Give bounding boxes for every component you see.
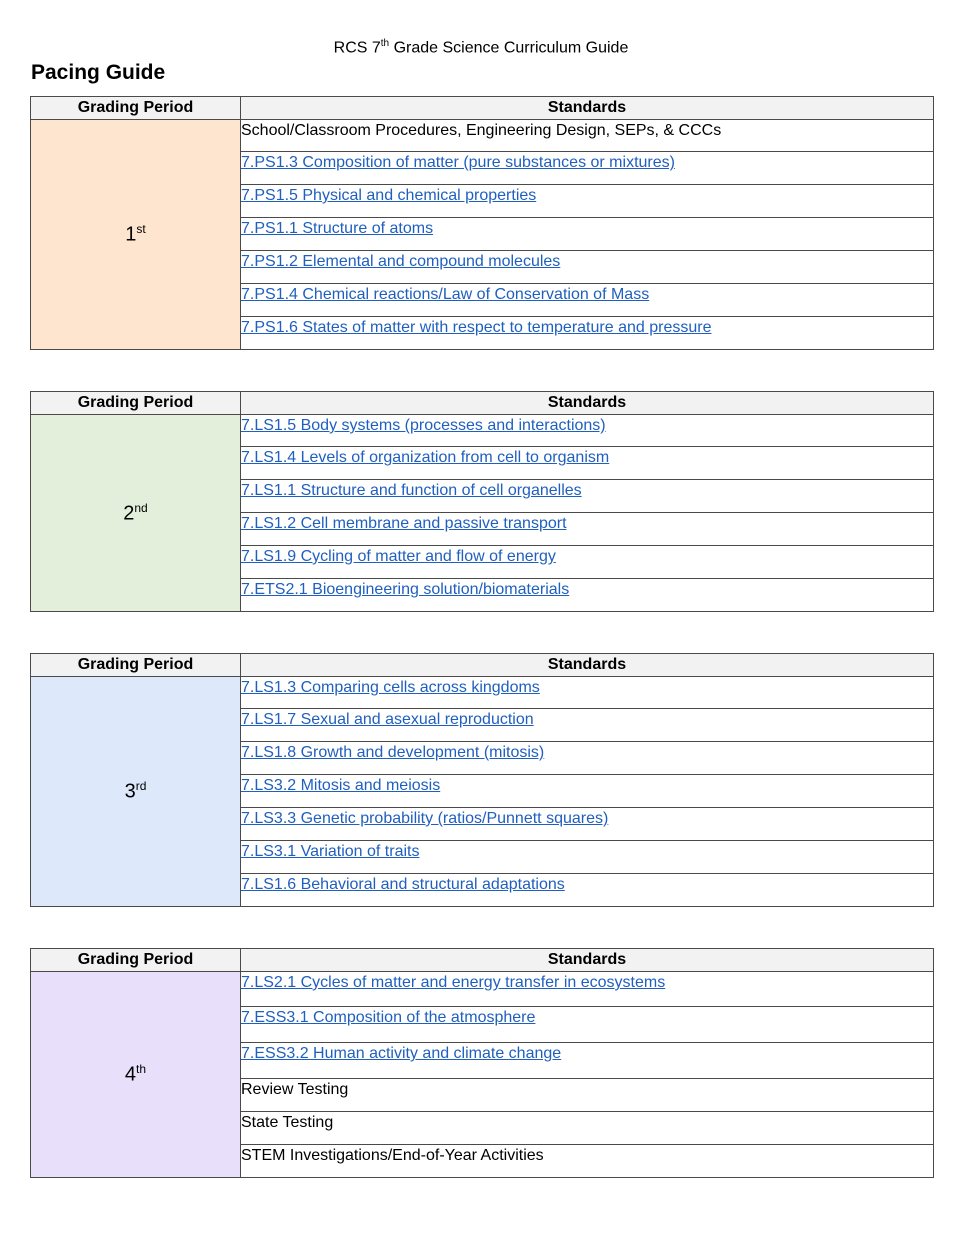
grading-period-header: Grading Period xyxy=(31,97,241,120)
standard-link[interactable]: 7.LS1.4 Levels of organization from cell to organism xyxy=(241,449,610,466)
standard-cell xyxy=(241,742,934,775)
standard-cell xyxy=(241,480,934,513)
grading-period-header: Grading Period xyxy=(31,392,241,415)
standard-cell xyxy=(241,415,934,447)
standard-cell xyxy=(241,1007,934,1043)
standard-cell xyxy=(241,1043,934,1079)
period-number: 1 xyxy=(125,223,137,246)
standard-row xyxy=(31,677,934,709)
standard-cell xyxy=(241,546,934,579)
standard-cell xyxy=(241,152,934,185)
standard-text: School/Classroom Procedures, Engineering Design, SEPs, & CCCs xyxy=(241,122,722,139)
standard-row xyxy=(31,972,934,1007)
standard-cell xyxy=(241,251,934,284)
period-ordinal-suffix: st xyxy=(136,222,146,237)
standard-link[interactable]: 7.LS3.1 Variation of traits xyxy=(241,843,420,860)
standard-cell xyxy=(241,185,934,218)
standard-cell xyxy=(241,447,934,480)
standard-link[interactable]: 7.LS1.9 Cycling of matter and flow of energy xyxy=(241,548,556,565)
standard-cell xyxy=(241,579,934,612)
standard-cell xyxy=(241,1079,934,1112)
standard-link[interactable]: 7.LS3.2 Mitosis and meiosis xyxy=(241,777,441,794)
standard-link[interactable]: 7.LS1.6 Behavioral and structural adaptations xyxy=(241,876,565,893)
standard-row xyxy=(31,415,934,447)
standard-cell xyxy=(241,120,934,152)
grading-period-header: Grading Period xyxy=(31,654,241,677)
standard-link[interactable]: 7.LS1.3 Comparing cells across kingdoms xyxy=(241,679,540,696)
period-ordinal-suffix: nd xyxy=(134,500,148,515)
standard-link[interactable]: 7.PS1.1 Structure of atoms xyxy=(241,220,434,237)
standard-link[interactable]: 7.ESS3.1 Composition of the atmosphere xyxy=(241,1009,536,1026)
pacing-table-1 xyxy=(30,96,934,350)
page-title: Pacing Guide xyxy=(31,61,166,84)
standard-cell xyxy=(241,513,934,546)
standard-cell xyxy=(241,1145,934,1178)
grading-period-header: Grading Period xyxy=(31,949,241,972)
standard-link[interactable]: 7.LS1.2 Cell membrane and passive transport xyxy=(241,515,567,532)
standards-header: Standards xyxy=(241,392,934,415)
standard-link[interactable]: 7.PS1.2 Elemental and compound molecules xyxy=(241,253,561,270)
standard-link[interactable]: 7.LS1.8 Growth and development (mitosis) xyxy=(241,744,545,761)
standard-cell xyxy=(241,1112,934,1145)
standards-header: Standards xyxy=(241,654,934,677)
period-number: 2 xyxy=(123,502,135,525)
standard-text: STEM Investigations/End-of-Year Activities xyxy=(241,1147,544,1164)
standard-link[interactable]: 7.LS1.5 Body systems (processes and interactions) xyxy=(241,417,606,434)
standard-cell xyxy=(241,284,934,317)
standard-link[interactable]: 7.PS1.6 States of matter with respect to temperature and pressure xyxy=(241,319,712,336)
standard-link[interactable]: 7.PS1.4 Chemical reactions/Law of Conservation of Mass xyxy=(241,286,650,303)
standards-header: Standards xyxy=(241,97,934,120)
standard-cell xyxy=(241,218,934,251)
standard-cell xyxy=(241,972,934,1007)
period-number: 4 xyxy=(124,1063,137,1086)
pacing-table-3 xyxy=(30,653,934,907)
grading-period-cell xyxy=(31,677,241,907)
standard-link[interactable]: 7.LS1.1 Structure and function of cell organelles xyxy=(241,482,582,499)
standard-cell xyxy=(241,808,934,841)
standard-cell xyxy=(241,775,934,808)
standard-cell xyxy=(241,317,934,350)
pacing-table-4 xyxy=(30,948,934,1178)
standard-text: State Testing xyxy=(241,1114,334,1131)
standard-cell xyxy=(241,677,934,709)
period-ordinal-suffix: rd xyxy=(135,779,147,794)
standard-link[interactable]: 7.ESS3.2 Human activity and climate change xyxy=(241,1045,562,1062)
standards-header: Standards xyxy=(241,949,934,972)
standard-row xyxy=(31,120,934,152)
standard-link[interactable]: 7.PS1.5 Physical and chemical properties xyxy=(241,187,537,204)
standard-link[interactable]: 7.PS1.3 Composition of matter (pure substances or mixtures) xyxy=(241,154,675,171)
period-number: 3 xyxy=(124,780,136,803)
standard-link[interactable]: 7.ETS2.1 Bioengineering solution/biomaterials xyxy=(241,581,570,598)
grading-period-cell xyxy=(31,120,241,350)
standard-cell xyxy=(241,841,934,874)
standard-cell xyxy=(241,709,934,742)
grading-period-cell xyxy=(31,415,241,612)
grading-period-cell xyxy=(31,972,241,1178)
pacing-table-2 xyxy=(30,391,934,612)
document-header: RCS 7th Grade Science Curriculum Guide xyxy=(333,38,629,57)
standard-cell xyxy=(241,874,934,907)
standard-link[interactable]: 7.LS1.7 Sexual and asexual reproduction xyxy=(241,711,534,728)
standard-link[interactable]: 7.LS2.1 Cycles of matter and energy transfer in ecosystems xyxy=(241,974,666,991)
standard-text: Review Testing xyxy=(241,1081,349,1098)
period-ordinal-suffix: th xyxy=(136,1062,147,1077)
standard-link[interactable]: 7.LS3.3 Genetic probability (ratios/Punnett squares) xyxy=(241,810,609,827)
